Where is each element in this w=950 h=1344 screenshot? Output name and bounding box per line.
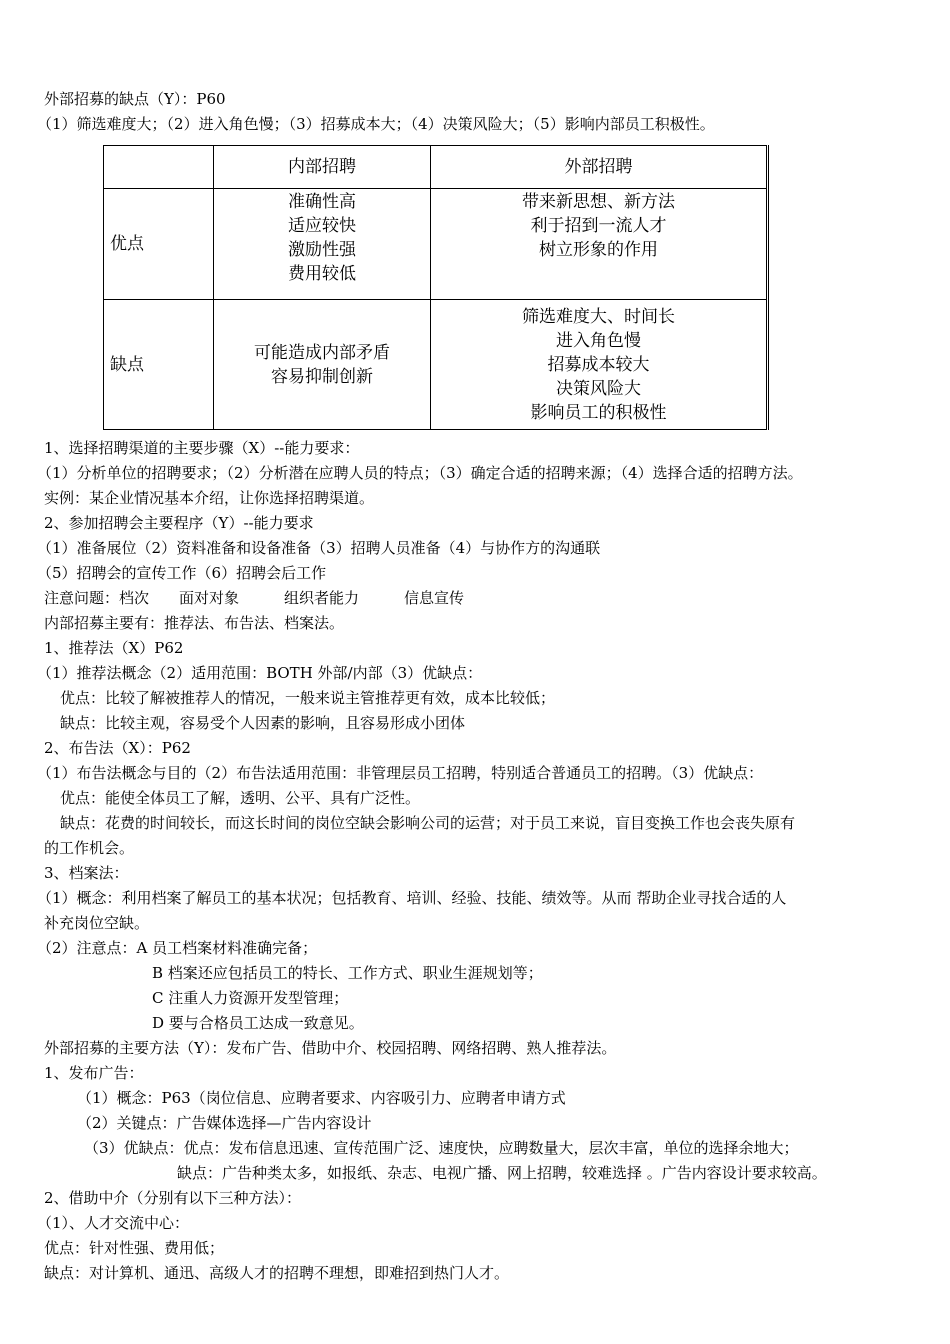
disadvantages-internal-cell xyxy=(214,300,431,430)
section-referral: 1、推荐法（X）P62 xyxy=(44,639,184,657)
section-job-fair: 2、参加招聘会主要程序（Y）--能力要求 xyxy=(44,514,314,532)
text-line: 实例：某企业情况基本介绍，让你选择招聘渠道。 xyxy=(44,489,375,507)
section-advertising: 1、发布广告： xyxy=(44,1064,144,1082)
text-line: （1）分析单位的招聘要求；（2）分析潜在应聘人员的特点；（3）确定合适的招聘来源；（4）选择合适的招聘方法。 xyxy=(37,464,803,482)
text-line: 内部招募主要有：推荐法、布告法、档案法。 xyxy=(44,614,345,632)
text-line: 的工作机会。 xyxy=(44,839,135,857)
text-line: （1）、人才交流中心： xyxy=(37,1214,190,1232)
section-posting: 2、布告法（X）：P62 xyxy=(44,739,191,757)
text-line: （1）概念：P63（岗位信息、应聘者要求、内容吸引力、应聘者申请方式 xyxy=(77,1089,566,1107)
text-line: 补充岗位空缺。 xyxy=(44,914,150,932)
text-line: 优点：比较了解被推荐人的情况，一般来说主管推荐更有效，成本比较低； xyxy=(60,689,556,707)
cell-line: 影响员工的积极性 xyxy=(530,402,667,423)
cell-line: 费用较低 xyxy=(288,264,356,284)
cell-line: 利于招到一流人才 xyxy=(530,216,667,236)
table-corner-cell xyxy=(104,146,214,189)
cell-line: 激励性强 xyxy=(288,240,356,260)
cell-line: 进入角色慢 xyxy=(556,330,641,351)
header-external: 外部招聘 xyxy=(431,146,767,189)
section-channel-steps: 1、选择招聘渠道的主要步骤（X）--能力要求： xyxy=(44,439,360,457)
text-line: D 要与合格员工达成一致意见。 xyxy=(152,1014,364,1032)
cell-line: 带来新思想、新方法 xyxy=(522,192,675,212)
table-row xyxy=(104,189,767,300)
text-line: （2）关键点：广告媒体选择—广告内容设计 xyxy=(77,1114,372,1132)
cell-line: 适应较快 xyxy=(288,216,356,236)
text-line: （3）优缺点：优点：发布信息迅速、宣传范围广泛、速度快，应聘数量大，层次丰富，单位的选择余地大； xyxy=(84,1139,799,1157)
advantages-internal-cell xyxy=(214,189,431,300)
text-line: 缺点：广告种类太多，如报纸、杂志、电视广播、网上招聘，较难选择 。广告内容设计要求较高。 xyxy=(177,1164,827,1182)
text-line: B 档案还应包括员工的特长、工作方式、职业生涯规划等； xyxy=(152,964,543,982)
text-line: 注意问题：档次 面对对象 组织者能力 信息宣传 xyxy=(44,589,465,607)
header-internal: 内部招聘 xyxy=(214,146,431,189)
text-line: 优点：针对性强、费用低； xyxy=(44,1239,225,1257)
comparison-table xyxy=(103,145,767,430)
row-label-disadvantages: 缺点 xyxy=(104,300,214,430)
text-line: （2）注意点：A 员工档案材料准确完备； xyxy=(37,939,318,957)
text-line: 缺点：比较主观，容易受个人因素的影响，且容易形成小团体 xyxy=(60,714,466,732)
text-line: （5）招聘会的宣传工作（6）招聘会后工作 xyxy=(37,564,327,582)
disadvantages-external-cell xyxy=(431,300,767,430)
text-line: （1）概念：利用档案了解员工的基本状况；包括教育、培训、经验、技能、绩效等。从而 帮助企业寻找合适的人 xyxy=(37,889,787,907)
cell-line: 招募成本较大 xyxy=(547,354,650,375)
intro-heading: 外部招募的缺点（Y）：P60 xyxy=(44,90,226,108)
intro-points: （1）筛选难度大；（2）进入角色慢；（3）招募成本大；（4）决策风险大；（5）影响内部员工积极性。 xyxy=(37,115,715,133)
text-line: （1）布告法概念与目的（2）布告法适用范围：非管理层员工招聘，特别适合普通员工的招聘。（3）优缺点： xyxy=(37,764,764,782)
cell-line: 可能造成内部矛盾 xyxy=(254,342,390,363)
section-external-methods: 外部招募的主要方法（Y）：发布广告、借助中介、校园招聘、网络招聘、熟人推荐法。 xyxy=(44,1039,617,1057)
text-line: 优点：能使全体员工了解，透明、公平、具有广泛性。 xyxy=(60,789,421,807)
text-line: （1）推荐法概念（2）适用范围：BOTH 外部/内部（3）优缺点： xyxy=(37,664,483,682)
advantages-external-cell xyxy=(431,189,767,300)
row-label-advantages: 优点 xyxy=(104,189,214,300)
cell-line: 树立形象的作用 xyxy=(539,240,658,260)
text-line: 缺点：对计算机、通迅、高级人才的招聘不理想，即难招到热门人才。 xyxy=(44,1264,510,1282)
comparison-table-wrapper xyxy=(103,145,769,430)
table-header-row xyxy=(104,146,767,189)
cell-line: 决策风险大 xyxy=(556,378,641,399)
section-agency: 2、借助中介（分别有以下三种方法）： xyxy=(44,1189,302,1207)
cell-line: 筛选难度大、时间长 xyxy=(522,306,675,327)
text-line: 缺点：花费的时间较长，而这长时间的岗位空缺会影响公司的运营；对于员工来说，盲目变换工作也会丧失原有 xyxy=(60,814,796,832)
table-row xyxy=(104,300,767,430)
section-archive: 3、档案法： xyxy=(44,864,129,882)
cell-line: 容易抑制创新 xyxy=(271,366,373,387)
text-line: （1）准备展位（2）资料准备和设备准备（3）招聘人员准备（4）与协作方的沟通联 xyxy=(37,539,601,557)
cell-line: 准确性高 xyxy=(288,192,356,212)
text-line: C 注重人力资源开发型管理； xyxy=(152,989,349,1007)
